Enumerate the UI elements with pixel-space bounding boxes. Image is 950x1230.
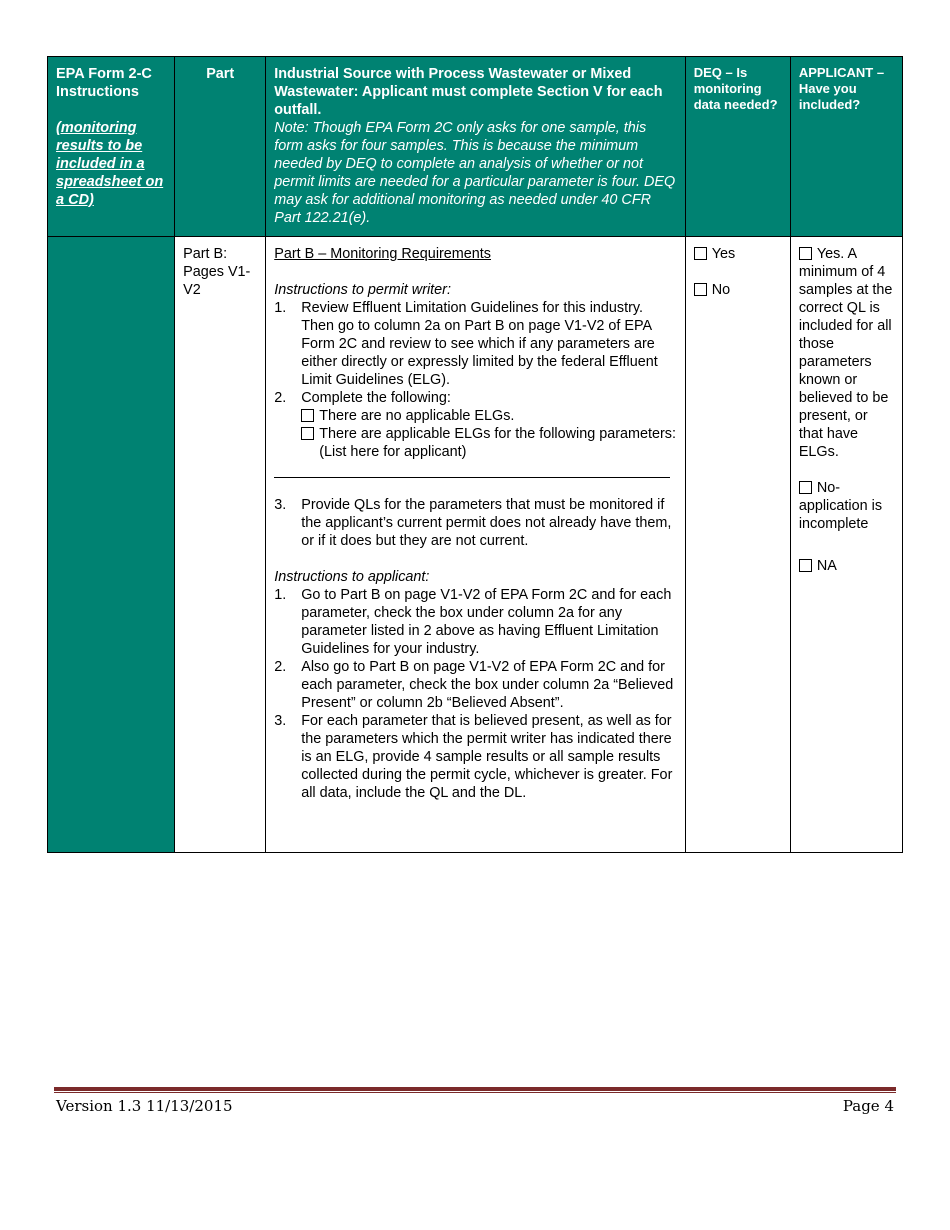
checkbox-icon[interactable] [301, 409, 314, 422]
writer-step: 2. Complete the following: There are no applicable ELGs. There are applicable ELGs for the following parameters: (List here for applicant) [274, 390, 676, 460]
applicant-option-no[interactable]: No- application is incomplete [798, 480, 883, 532]
footer-page-number: Page 4 [842, 1097, 894, 1115]
checkbox-icon[interactable] [301, 427, 314, 440]
applicant-heading: Instructions to applicant: [274, 569, 430, 585]
writer-step: 1. Review Effluent Limitation Guidelines for this industry. Then go to column 2a on Part B on page V1-V2 of EPA Form 2C and review to see which if any parameters are either directly or expressly limited by the federal Effluent Limit Guidelines (ELG). [274, 300, 658, 388]
writer-steps-continued [274, 496, 676, 550]
header-col-description [266, 57, 685, 237]
checkbox-icon[interactable] [799, 559, 812, 572]
applicant-cell [790, 237, 902, 853]
writer-heading: Instructions to permit writer: [274, 282, 451, 298]
part-label: Part B: Pages V1-V2 [183, 246, 251, 298]
header-col-epa-instructions [48, 57, 175, 237]
elg-option-none[interactable]: There are no applicable ELGs. [301, 407, 676, 425]
header-epa-title: EPA Form 2-C Instructions [56, 66, 152, 100]
header-part-title: Part [206, 66, 235, 82]
applicant-step: 2. Also go to Part B on page V1-V2 of EPA Form 2C and for each parameter, check the box under column 2a “Believed Present” or column 2b “Believed Absent”. [274, 659, 674, 711]
header-description-title: Industrial Source with Process Wastewater or Mixed Wastewater: Applicant must complete Section V for each outfall. [274, 66, 663, 118]
writer-step: 3. Provide QLs for the parameters that must be monitored if the applicant’s current permit does not already have them, or if it does but they are not current. [274, 497, 672, 549]
checkbox-icon[interactable] [799, 481, 812, 494]
instructions-table [47, 56, 903, 853]
deq-option-yes[interactable]: Yes [694, 245, 782, 263]
checkbox-icon[interactable] [694, 283, 707, 296]
header-deq-title: DEQ – Is monitoring data needed? [693, 65, 778, 112]
applicant-option-yes[interactable]: Yes. A minimum of 4 samples at the correct QL is included for all those parameters known or believed to be present, or that have ELGs. [798, 246, 893, 460]
checkbox-icon[interactable] [799, 247, 812, 260]
header-epa-note: (monitoring results to be included in a spreadsheet on a CD) [56, 120, 164, 208]
part-b-row [48, 237, 903, 853]
applicant-step: 3. For each parameter that is believed present, as well as for the parameters which the permit writer has indicated there is an ELG, provide 4 sample results or all sample results collected during the permit cycle, whichever is greater. For all data, include the QL and the DL. [274, 713, 673, 801]
footer-rule-thin [54, 1092, 896, 1093]
section-title: Part B – Monitoring Requirements [274, 246, 491, 262]
writer-steps [274, 299, 676, 461]
part-cell [175, 237, 266, 853]
header-description-note: Note: Though EPA Form 2C only asks for one sample, this form asks for four samples. This is because the minimum needed by DEQ to complete an analysis of whether or not permit limits are needed for a particular parameter is four. DEQ may ask for additional monitoring as needed under 40 CFR Part 122.21(e). [274, 120, 676, 226]
deq-option-no[interactable]: No [694, 281, 782, 299]
requirements-cell [266, 237, 685, 853]
header-row [48, 57, 903, 237]
header-applicant-title: APPLICANT – Have you included? [798, 65, 885, 112]
footer-rule [54, 1087, 896, 1091]
footer-version: Version 1.3 11/13/2015 [56, 1097, 233, 1115]
header-col-part [175, 57, 266, 237]
header-col-deq [685, 57, 790, 237]
applicant-step: 1. Go to Part B on page V1-V2 of EPA Form 2C and for each parameter, check the box under column 2a for any parameter listed in 2 above as having Effluent Limitation Guidelines for your industry. [274, 587, 672, 657]
applicant-steps [274, 586, 676, 802]
header-col-applicant [790, 57, 902, 237]
elg-option-some[interactable]: There are applicable ELGs for the following parameters: (List here for applicant) [301, 425, 676, 461]
teal-column-cell [48, 237, 175, 853]
applicant-option-na[interactable]: NA [799, 557, 894, 575]
checkbox-icon[interactable] [694, 247, 707, 260]
deq-cell [685, 237, 790, 853]
